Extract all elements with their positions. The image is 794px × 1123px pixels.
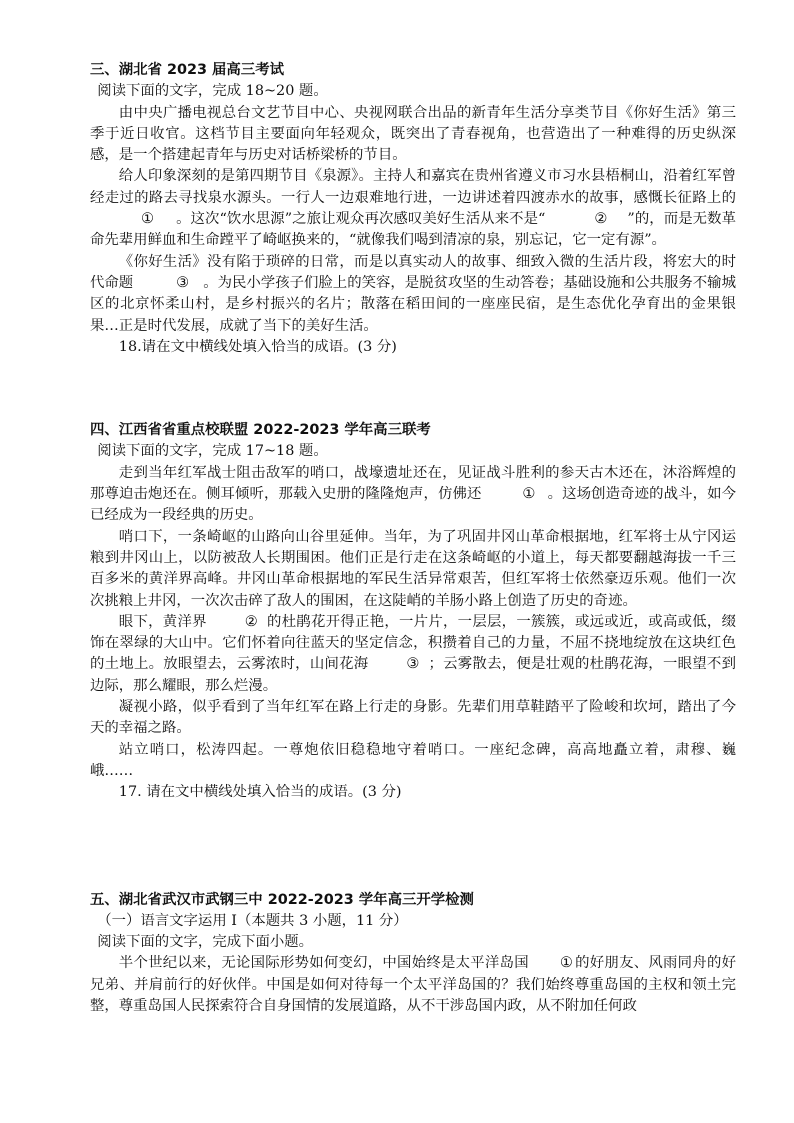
- blank-3: ③: [406, 656, 420, 673]
- blank-1: ①: [559, 955, 573, 972]
- paragraph: 给人印象深刻的是第四期节目《泉源》。主持人和嘉宾在贵州省遵义市习水县梧桐山，沿着红军曾经走过的路去寻找泉水源头。一行人一边艰难地行进，一边讲述着四渡赤水的故事，感慨长征路上的① 。这次“饮水思源”之旅让观众再次感叹美好生活从来不是“ ② ”的，而是无数革命先辈用鲜血和生命蹚平了崎岖换来的，“就像我们喝到清凉的泉，别忘记，它一定有源”。: [90, 168, 737, 249]
- instruction-text: 阅读下面的文字，完成下面小题。: [97, 934, 314, 951]
- instruction-text: 阅读下面的文字，完成 17~18 题。: [97, 443, 328, 460]
- paragraph: 凝视小路，似乎看到了当年红军在路上行走的身影。先辈们用草鞋踏平了险峻和坎坷，踏出了今天的幸福之路。: [90, 699, 736, 737]
- section-spacer: [90, 804, 736, 890]
- section-heading: 三、湖北省 2023 届高三考试: [90, 62, 284, 78]
- paragraph: 哨口下，一条崎岖的山路向山谷里延伸。当年，为了巩固井冈山革命根据地，红军将士从宁冈运粮到井冈山上，以防被敌人长期围困。他们正是行走在这条崎岖的小道上，每天都要翻越海拔一千三百多米的黄洋界高峰。井冈山革命根据地的军民生活异常艰苦，但红军将士依然豪迈乐观。他们一次次挑粮上井冈，一次次击碎了敌人的围困，在这陡峭的羊肠小路上创造了历史的奇迹。: [90, 528, 736, 609]
- section-heading: 五、湖北省武汉市武钢三中 2022-2023 学年高三开学检测: [90, 891, 474, 908]
- question-text: 18.请在文中横线处填入恰当的成语。(3 分): [118, 338, 397, 355]
- section-jiangxi-2022-2023: [90, 420, 736, 803]
- question-text: 17. 请在文中横线处填入恰当的成语。(3 分): [118, 784, 402, 801]
- section-spacer: [90, 358, 736, 420]
- paragraph: 《你好生活》没有陷于琐碎的日常，而是以真实动人的故事、细致入微的生活片段，将宏大的时代命题 ③ 。为民小学孩子们脸上的笑容，是脱贫攻坚的生动答卷；基础设施和公共服务不输城区的北京怀柔山村，是乡村振兴的名片；散落在稻田间的一座座民宿，是生态优化孕育出的金果银果…正是时代发展，成就了当下的美好生活。: [90, 253, 736, 334]
- document-page: [90, 60, 736, 1017]
- subsection-heading: （一）语言文字运用 I（本题共 3 小题，11 分）: [97, 912, 408, 929]
- blank-1: ①: [522, 486, 536, 503]
- blank-2: ②: [594, 211, 608, 228]
- blank-3: ③: [176, 274, 190, 291]
- section-wuhan-2022-2023: [90, 890, 736, 1018]
- paragraph: 走到当年红军战士阻击敌军的哨口，战壕遗址还在，见证战斗胜利的参天古木还在，沐浴辉煌的那尊迫击炮还在。侧耳倾听，那载入史册的隆隆炮声，仿佛还 ① 。这场创造奇迹的战斗，如今已经成为一段经典的历史。: [90, 464, 736, 524]
- paragraph: 站立哨口，松涛四起。一尊炮依旧稳稳地守着哨口。一座纪念碑，高高地矗立着，肃穆、巍峨……: [90, 741, 736, 779]
- blank-1: ①: [140, 211, 154, 228]
- paragraph: 由中央广播电视总台文艺节目中心、央视网联合出品的新青年生活分享类节目《你好生活》第三季于近日收官。这档节目主要面向年轻观众，既突出了青春视角，也营造出了一种难得的历史纵深感，是一个搭建起青年与历史对话桥梁桥的节目。: [90, 104, 736, 164]
- paragraph: 半个世纪以来，无论国际形势如何变幻，中国始终是太平洋岛国 ① 的好朋友、风雨同舟的好兄弟、并肩前行的好伙伴。中国是如何对待每一个太平洋岛国的？我们始终尊重岛国的主权和领土完整，尊重岛国人民探索符合自身国情的发展道路，从不干涉岛国内政，从不附加任何政: [90, 955, 736, 1014]
- instruction-text: 阅读下面的文字，完成 18~20 题。: [97, 83, 328, 100]
- section-hubei-2023: [90, 60, 736, 358]
- blank-2: ②: [244, 613, 258, 630]
- section-heading: 四、江西省省重点校联盟 2022-2023 学年高三联考: [90, 422, 431, 439]
- paragraph: 眼下，黄洋界 ② 的杜鹃花开得正艳，一片片，一层层，一簇簇，或远或近，或高或低，缀饰在翠绿的大山中。它们怀着向往蓝天的坚定信念，积攒着自己的力量，不屈不挠地绽放在这块红色的土地上。放眼望去，云雾浓时，山间花海 ③ ；云雾散去，便是壮观的杜鹃花海，一眼望不到边际，那么耀眼，那么烂漫。: [90, 613, 736, 694]
